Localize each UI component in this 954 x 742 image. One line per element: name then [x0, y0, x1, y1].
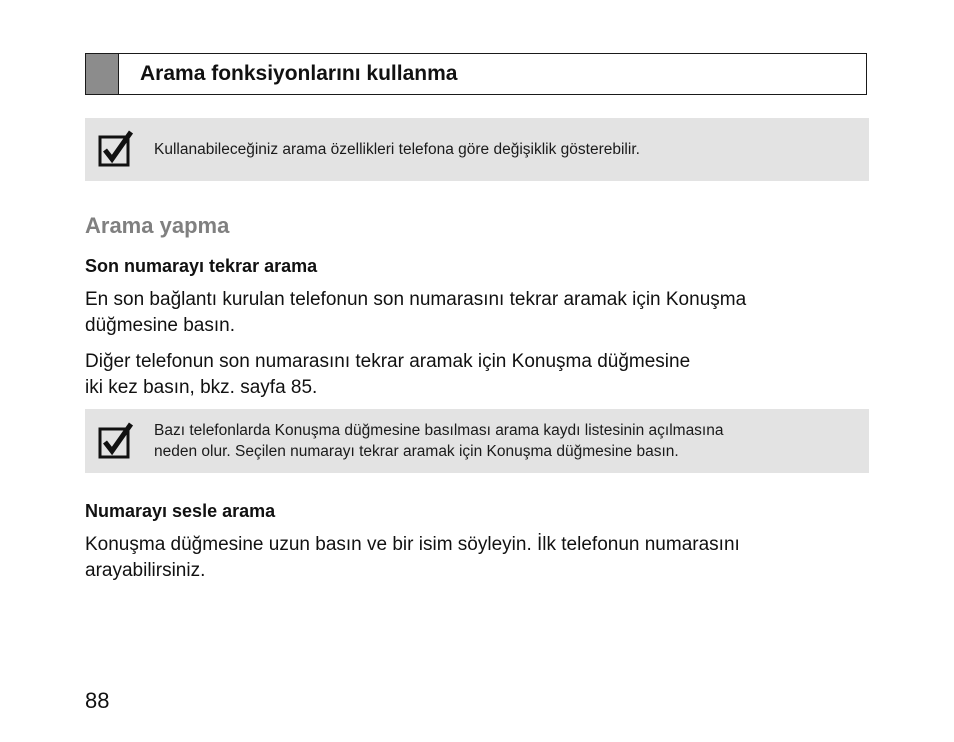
note-box-2	[85, 409, 869, 473]
redial-paragraph-1-line-1: En son bağlantı kurulan telefonun son numarasını tekrar aramak için Konuşma	[85, 289, 747, 310]
redial-paragraph-1-line-2: düğmesine basın.	[85, 315, 235, 336]
section-header	[85, 53, 867, 95]
note-text-2-line-1: Bazı telefonlarda Konuşma düğmesine basılması arama kaydı listesinin açılmasına	[154, 422, 724, 439]
note-text-2-line-2: neden olur. Seçilen numarayı tekrar aramak için Konuşma düğmesine basın.	[154, 443, 679, 460]
note-box-1	[85, 118, 869, 181]
redial-title: Son numarayı tekrar arama	[85, 256, 318, 276]
page-number: 88	[85, 688, 110, 713]
note-text-1: Kullanabileceğiniz arama özellikleri telefona göre değişiklik gösterebilir.	[154, 141, 640, 158]
redial-paragraph-2-line-2: iki kez basın, bkz. sayfa 85.	[85, 377, 318, 398]
checkbox-check-icon	[97, 422, 135, 460]
section-header-marker	[86, 54, 119, 94]
voice-dial-paragraph	[85, 532, 855, 584]
voice-dial-title: Numarayı sesle arama	[85, 501, 276, 521]
note-text-2	[154, 420, 723, 462]
voice-dial-paragraph-line-2: arayabilirsiniz.	[85, 560, 206, 581]
checkbox-check-icon	[97, 130, 135, 168]
redial-paragraph-1	[85, 287, 855, 339]
subheading-arama-yapma: Arama yapma	[85, 213, 230, 238]
voice-dial-paragraph-line-1: Konuşma düğmesine uzun basın ve bir isim söyleyin. İlk telefonun numarasını	[85, 534, 740, 555]
redial-paragraph-2	[85, 349, 855, 401]
section-title: Arama fonksiyonlarını kullanma	[140, 62, 458, 85]
redial-paragraph-2-line-1: Diğer telefonun son numarasını tekrar aramak için Konuşma düğmesine	[85, 351, 691, 372]
